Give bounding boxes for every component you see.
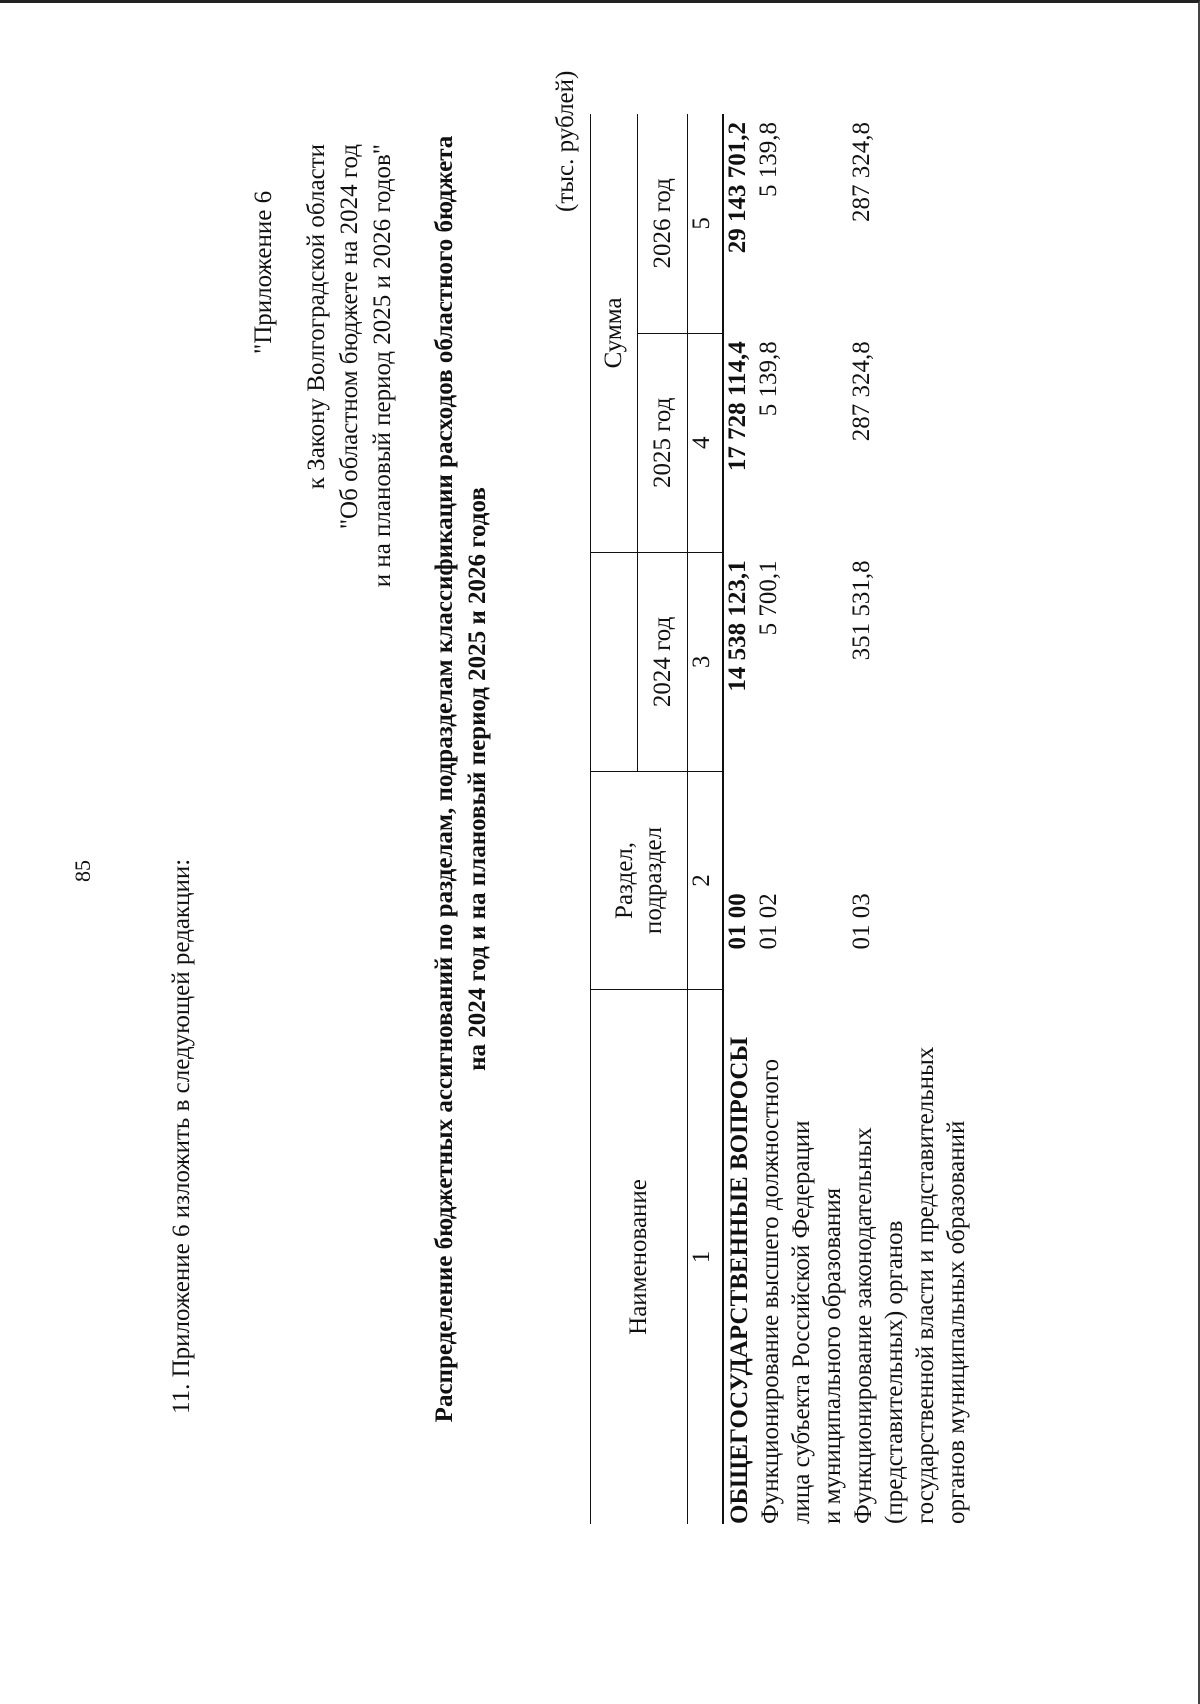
row-name-line: ОБЩЕГОСУДАРСТВЕННЫЕ ВОПРОСЫ — [726, 1037, 753, 1524]
header-year-2024: 2024 год — [638, 552, 688, 771]
row-value-2026: 29 143 701,2 — [724, 122, 751, 254]
law-reference — [300, 144, 399, 704]
table-row — [755, 114, 848, 1524]
row-value-2024: 5 700,1 — [755, 560, 782, 636]
document-title-line: на 2024 год и на плановый период 2025 и 2026 годов — [464, 487, 491, 1071]
document-title — [428, 34, 494, 1524]
row-name-line: Функционирование высшего должностного — [757, 1058, 784, 1524]
row-value-2024: 14 538 123,1 — [724, 560, 751, 692]
header-sum: Сумма — [591, 114, 638, 552]
row-code: 01 03 — [848, 893, 875, 950]
header-sum-spacer — [591, 552, 638, 771]
document-title-line: Распределение бюджетных ассигнований по разделам, подразделам классификации расходов областного бюджета — [431, 135, 458, 1423]
header-name: Наименование — [591, 989, 688, 1524]
column-number: 5 — [688, 114, 724, 333]
header-year-2026: 2026 год — [638, 114, 688, 333]
row-value-2025: 287 324,8 — [848, 341, 875, 442]
header-code-line: подраздел — [640, 826, 667, 935]
table-row — [723, 114, 755, 1524]
row-name-line: и муниципального образования — [819, 1187, 846, 1524]
column-number: 2 — [688, 771, 724, 989]
row-name — [755, 989, 848, 1524]
row-value-2025: 5 139,8 — [755, 341, 782, 417]
units-label: (тыс. рублей) — [552, 70, 579, 212]
row-name — [723, 989, 755, 1524]
column-numbers-row — [688, 114, 724, 1524]
column-number: 4 — [688, 333, 724, 552]
row-code: 01 02 — [755, 893, 782, 950]
law-reference-line: "Об областном бюджете на 2024 год — [336, 144, 363, 530]
budget-table — [590, 114, 972, 1524]
appendix-title: "Приложение 6 — [250, 190, 277, 354]
row-code: 01 00 — [724, 893, 751, 950]
row-value-2024: 351 531,8 — [848, 560, 875, 661]
row-name-line: лица субъекта Российской Федерации — [788, 1120, 815, 1524]
table-row — [848, 114, 972, 1524]
law-reference-line: к Закону Волгоградской области — [303, 144, 330, 490]
header-code-line: Раздел, — [611, 841, 638, 919]
row-value-2026: 5 139,8 — [755, 122, 782, 197]
row-name-line: государственной власти и представительных — [912, 1046, 939, 1524]
intro-text: 11. Приложение 6 изложить в следующей редакции: — [168, 858, 195, 1414]
law-reference-line: и на плановый период 2025 и 2026 годов" — [369, 144, 396, 588]
column-number: 3 — [688, 552, 724, 771]
row-name-line: (представительных) органов — [881, 1220, 908, 1524]
column-number: 1 — [688, 989, 724, 1524]
header-year-2025: 2025 год — [638, 333, 688, 552]
page-number: 85 — [70, 860, 95, 882]
header-code — [591, 771, 688, 989]
header-row — [591, 114, 638, 1524]
row-name-line: Функционирование законодательных — [850, 1127, 877, 1524]
row-name-line: органов муниципальных образований — [943, 1120, 970, 1524]
row-value-2025: 17 728 114,4 — [724, 341, 751, 472]
row-value-2026: 287 324,8 — [848, 122, 875, 222]
row-name — [848, 989, 972, 1524]
